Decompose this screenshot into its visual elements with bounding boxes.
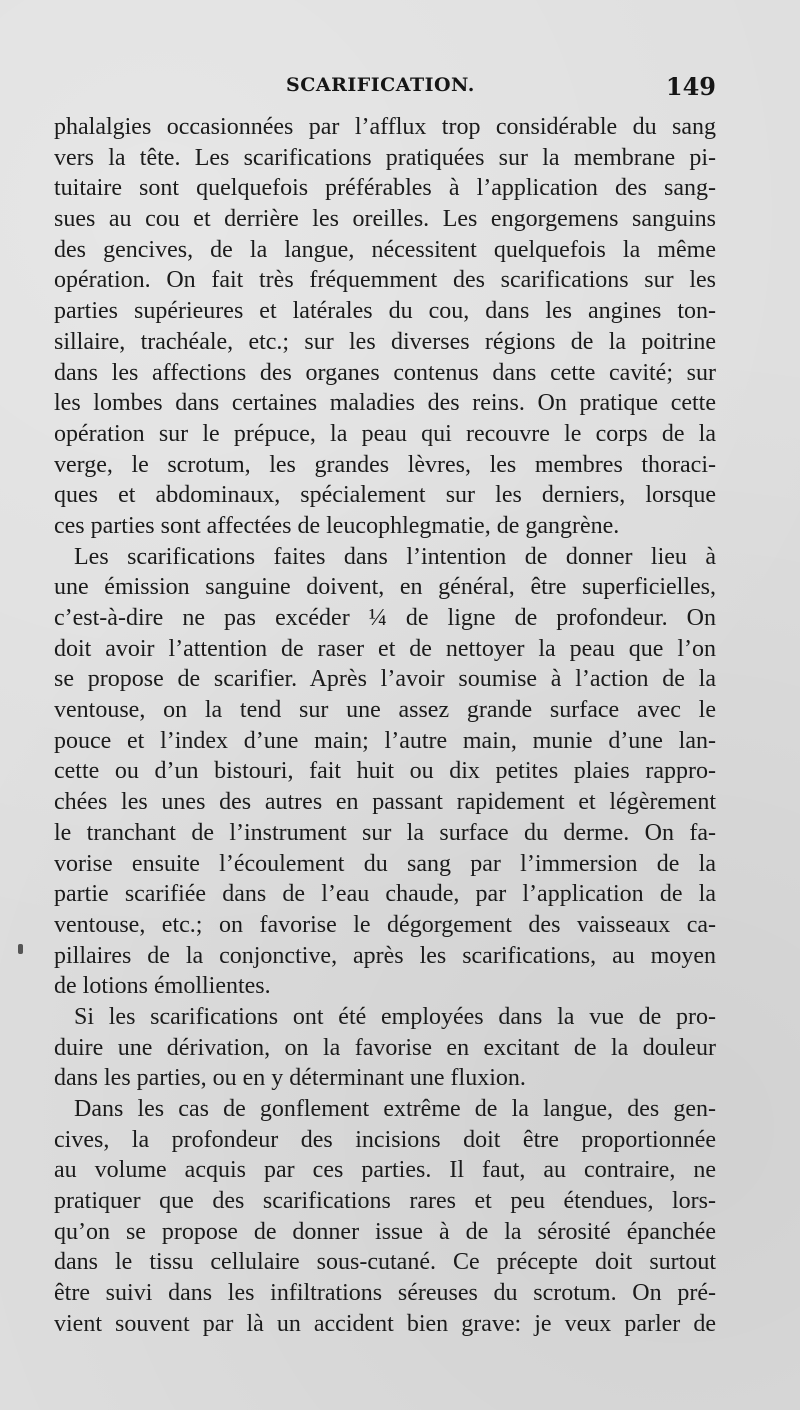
body-text: [54, 112, 716, 1340]
text-line: phalalgies occasionnées par l’afflux trop considérable du sang: [54, 114, 716, 140]
text-line: ventouse, etc.; on favorise le dégorgement des vaisseaux ca-: [54, 911, 716, 938]
text-line: sillaire, trachéale, etc.; sur les diverses régions de la poitrine: [54, 328, 716, 355]
page-number: 149: [665, 72, 716, 101]
running-title: SCARIFICATION.: [286, 74, 475, 96]
text-line: Dans les cas de gonflement extrême de la langue, des gen-: [74, 1096, 716, 1122]
text-line: opération sur le prépuce, la peau qui recouvre le corps de la: [54, 420, 716, 447]
text-line: le tranchant de l’instrument sur la surface du derme. On fa-: [54, 819, 716, 846]
text-line: duire une dérivation, on la favorise en excitant de la douleur: [54, 1034, 716, 1061]
text-line: c’est-à-dire ne pas excéder ¼ de ligne de profondeur. On: [54, 605, 716, 631]
text-line: sues au cou et derrière les oreilles. Les engorgemens sanguins: [54, 206, 716, 233]
text-line: pouce et l’index d’une main; l’autre main, munie d’une lan-: [54, 727, 716, 754]
text-line: partie scarifiée dans de l’eau chaude, par l’application de la: [54, 881, 716, 908]
text-line: des gencives, de la langue, nécessitent quelquefois la même: [54, 236, 716, 263]
text-line: de lotions émollientes.: [54, 973, 271, 1000]
text-line: Les scarifications faites dans l’intention de donner lieu à: [74, 543, 716, 570]
text-line: pillaires de la conjonctive, après les scarifications, au moyen: [54, 942, 716, 969]
text-line: les lombes dans certaines maladies des reins. On pratique cette: [54, 390, 716, 417]
text-line: ces parties sont affectées de leucophlegmatie, de gangrène.: [54, 512, 620, 539]
margin-mark: [18, 944, 23, 954]
text-line: Si les scarifications ont été employées dans la vue de pro-: [74, 1003, 716, 1030]
text-line: cette ou d’un bistouri, fait huit ou dix petites plaies rappro-: [54, 758, 716, 785]
text-line: au volume acquis par ces parties. Il faut, au contraire, ne: [54, 1157, 716, 1184]
text-line: dans le tissu cellulaire sous-cutané. Ce précepte doit surtout: [54, 1249, 716, 1276]
text-line: verge, le scrotum, les grandes lèvres, les membres thoraci-: [54, 451, 716, 478]
text-line: cives, la profondeur des incisions doit être proportionnée: [54, 1126, 716, 1153]
text-line: vers la tête. Les scarifications pratiquées sur la membrane pi-: [54, 144, 716, 171]
text-line: tuitaire sont quelquefois préférables à l’application des sang-: [54, 175, 716, 202]
text-line: opération. On fait très fréquemment des scarifications sur les: [54, 267, 716, 294]
text-line: ques et abdominaux, spécialement sur les derniers, lorsque: [54, 482, 716, 509]
text-line: dans les affections des organes contenus dans cette cavité; sur: [54, 359, 716, 386]
text-line: dans les parties, ou en y déterminant une fluxion.: [54, 1065, 526, 1092]
text-line: vorise ensuite l’écoulement du sang par l’immersion de la: [54, 850, 716, 877]
text-line: doit avoir l’attention de raser et de nettoyer la peau que l’on: [54, 635, 716, 662]
text-line: être suivi dans les infiltrations séreuses du scrotum. On pré-: [54, 1280, 716, 1307]
text-line: pratiquer que des scarifications rares et peu étendues, lors-: [54, 1188, 716, 1215]
text-line: vient souvent par là un accident bien grave: je veux parler de: [54, 1310, 716, 1337]
text-line: qu’on se propose de donner issue à de la sérosité épanchée: [54, 1218, 716, 1245]
text-line: se propose de scarifier. Après l’avoir soumise à l’action de la: [54, 666, 716, 693]
text-line: ventouse, on la tend sur une assez grande surface avec le: [54, 697, 716, 724]
text-line: parties supérieures et latérales du cou, dans les angines ton-: [54, 298, 716, 325]
text-line: chées les unes des autres en passant rapidement et légèrement: [54, 789, 716, 816]
text-line: une émission sanguine doivent, en général, être superficielles,: [54, 574, 716, 601]
running-head: [54, 72, 716, 108]
